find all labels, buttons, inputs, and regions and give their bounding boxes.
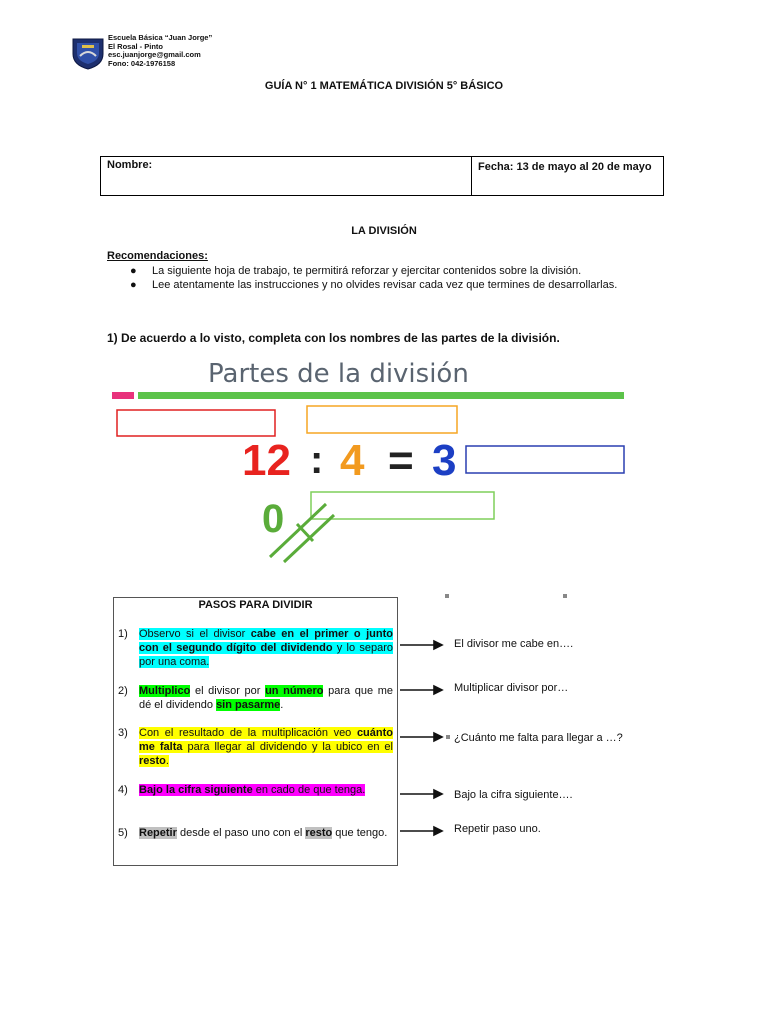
step-text xyxy=(118,627,393,669)
school-location: El Rosal - Pinto xyxy=(108,41,164,51)
student-info-table xyxy=(100,156,664,196)
step-text-segment: sin pasarme xyxy=(216,699,281,711)
step-text xyxy=(118,826,393,840)
section-title: LA DIVISIÓN xyxy=(351,225,417,237)
recommendation-text: Lee atentamente las instrucciones y no olvides revisar cada vez que termines de desarrollarlas. xyxy=(152,279,618,291)
bullet-icon: ● xyxy=(130,265,137,277)
step-item xyxy=(118,783,393,797)
step-text-segment: . xyxy=(165,755,169,767)
green-bar xyxy=(138,392,624,399)
figure-title: Partes de la división xyxy=(208,359,469,389)
step-text-segment: cuánto me falta xyxy=(139,727,393,753)
arrow-label: El divisor me cabe en…. xyxy=(454,638,574,650)
divisor-number: 4 xyxy=(340,436,365,485)
step-text xyxy=(118,783,393,797)
step-text-segment: . xyxy=(280,699,284,711)
school-info xyxy=(108,34,212,68)
step-number: 3) xyxy=(118,727,128,739)
step-number: 1) xyxy=(118,628,128,640)
step-text-segment: que tengo. xyxy=(332,827,388,839)
step-number: 4) xyxy=(118,784,128,796)
recommendation-item xyxy=(130,278,660,292)
table-divider xyxy=(471,157,472,195)
recommendations-list xyxy=(130,264,660,292)
mark-icon xyxy=(563,594,567,598)
arrow-label: Bajo la cifra siguiente…. xyxy=(454,789,573,801)
school-name: Escuela Básica “Juan Jorge” xyxy=(108,33,213,42)
arrow-label: Multiplicar divisor por… xyxy=(454,682,569,694)
step-text xyxy=(118,684,393,712)
step-text-segment: un número xyxy=(265,685,324,697)
step-text-segment: Con el resultado de la multiplicación veo xyxy=(139,727,357,739)
step-text-segment: para llegar al dividendo y la ubico en el xyxy=(182,741,393,753)
step-item xyxy=(118,726,393,768)
steps-title: PASOS PARA DIVIDIR xyxy=(198,599,313,611)
recommendations-heading: Recomendaciones: xyxy=(107,250,208,262)
step-text-segment: y lo separo por una coma. xyxy=(139,642,393,668)
school-phone: Fono: 042-1976158 xyxy=(108,58,176,68)
school-email: esc.juanjorge@gmail.com xyxy=(108,50,201,59)
dividend-number: 12 xyxy=(242,436,291,485)
date-field-label: Fecha: 13 de mayo al 20 de mayo xyxy=(478,161,652,173)
step-text-segment: Multiplico xyxy=(139,685,191,697)
name-field-label: Nombre: xyxy=(107,159,153,171)
step-text-segment: Bajo la cifra siguiente xyxy=(139,784,253,796)
recommendation-item xyxy=(130,264,660,278)
step-text-segment: para que me dé el dividendo xyxy=(139,685,393,711)
step-number: 2) xyxy=(118,685,128,697)
steps-box xyxy=(113,597,398,866)
division-parts-figure xyxy=(94,352,650,584)
division-sign: : xyxy=(310,438,324,482)
step-text-segment: Observo si el divisor xyxy=(139,628,251,640)
arrow-label: Repetir paso uno. xyxy=(454,823,541,835)
bullet-icon: ● xyxy=(130,279,137,291)
step-text xyxy=(118,726,393,768)
equals-sign: = xyxy=(388,436,414,485)
step-text-segment: en cado de que tenga. xyxy=(252,784,366,796)
remainder-number: 0 xyxy=(262,497,285,541)
step-item xyxy=(118,684,393,712)
step-arrows xyxy=(398,630,448,850)
school-crest-logo xyxy=(70,36,106,70)
step-text-segment: resto xyxy=(305,827,333,839)
step-number: 5) xyxy=(118,827,128,839)
step-item xyxy=(118,627,393,669)
question-1: 1) De acuerdo a lo visto, completa con los nombres de las partes de la división. xyxy=(107,331,560,345)
guide-title: GUÍA N° 1 MATEMÁTICA DIVISIÓN 5° BÁSICO xyxy=(264,80,504,92)
step-text-segment: Repetir xyxy=(139,827,177,839)
step-item xyxy=(118,826,393,840)
step-text-segment: el divisor por xyxy=(190,685,266,697)
recommendation-text: La siguiente hoja de trabajo, te permitirá reforzar y ejercitar contenidos sobre la división. xyxy=(152,265,582,277)
step-text-segment: desde el paso uno con el xyxy=(176,827,306,839)
arrow-label: ¿Cuánto me falta para llegar a …? xyxy=(454,732,623,744)
pink-bar xyxy=(112,392,134,399)
quotient-number: 3 xyxy=(432,436,457,485)
mark-icon xyxy=(445,594,449,598)
step-text-segment: cabe en el primer o junto con el segundo dígito del dividendo xyxy=(139,628,393,654)
step-text-segment: resto xyxy=(139,755,166,767)
